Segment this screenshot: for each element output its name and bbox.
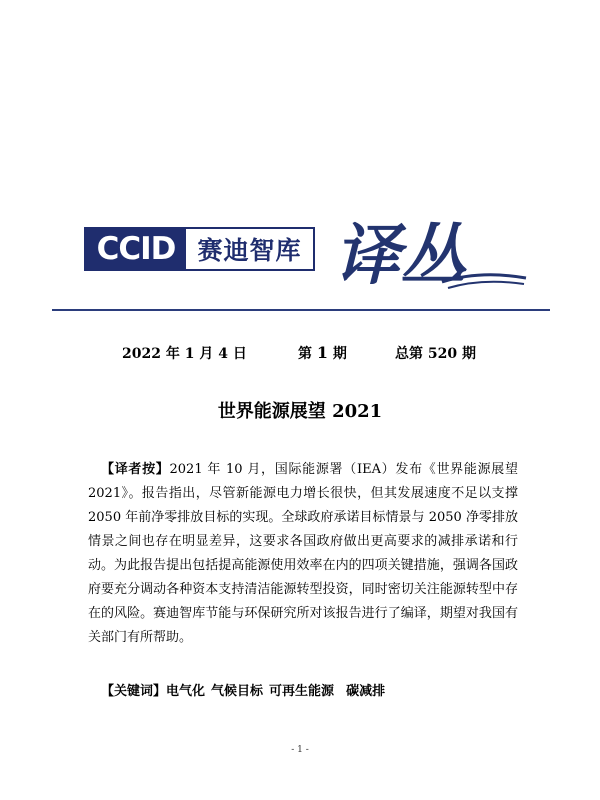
page-number: - 1 - [291,745,309,755]
issue-number [298,343,347,363]
keyword-item: 碳减排 [346,684,386,699]
translator-note-label: 【译者按】 [101,462,170,477]
translator-note-paragraph [88,458,518,650]
logo-mark: CCID [86,229,186,269]
keywords [101,680,391,699]
document-title: 世界能源展望 2021 [217,401,383,422]
logo-name: 赛迪智库 [197,236,302,265]
issue-number-prefix: 第 [298,346,312,362]
translator-note [88,458,518,650]
brand-title-text: 译丛 [334,216,466,292]
masthead [84,218,554,298]
keyword-item: 电气化 [166,684,206,699]
translator-note-text: 2021 年 10 月，国际能源署（IEA）发布《世界能源展望 2021》。报告指出，尽管新能源电力增长很快，但其发展速度不足以支撑 2050 年前净零排放目标的实现。全球政府承诺目标情景与 2050 净零排放情景之间也存在明显差异，这要求各国政府做出更高要求的减排承诺和行动。为此报告提出包括提高能源使用效率在内的四项关键措施，强调各国政府要充分调动各种资本支持清洁能源转型投资，同时密切关注能源转型中存在的风险。赛迪智库节能与环保研究所对该报告进行了编译，期望对我国有关部门有所帮助。 [88,462,518,645]
issue-date: 2022 年 1 月 4 日 [122,346,247,362]
issue-total: 总第 520 期 [395,346,476,362]
ccid-logo [84,227,315,271]
issue-number-suffix: 期 [332,346,347,362]
issue-number-value: 1 [316,343,329,362]
header-divider [52,309,550,311]
brand-title-yicong [330,212,530,292]
keywords-label: 【关键词】 [101,684,167,699]
keyword-item: 气候目标 [211,684,264,699]
keyword-item: 可再生能源 [269,684,335,699]
